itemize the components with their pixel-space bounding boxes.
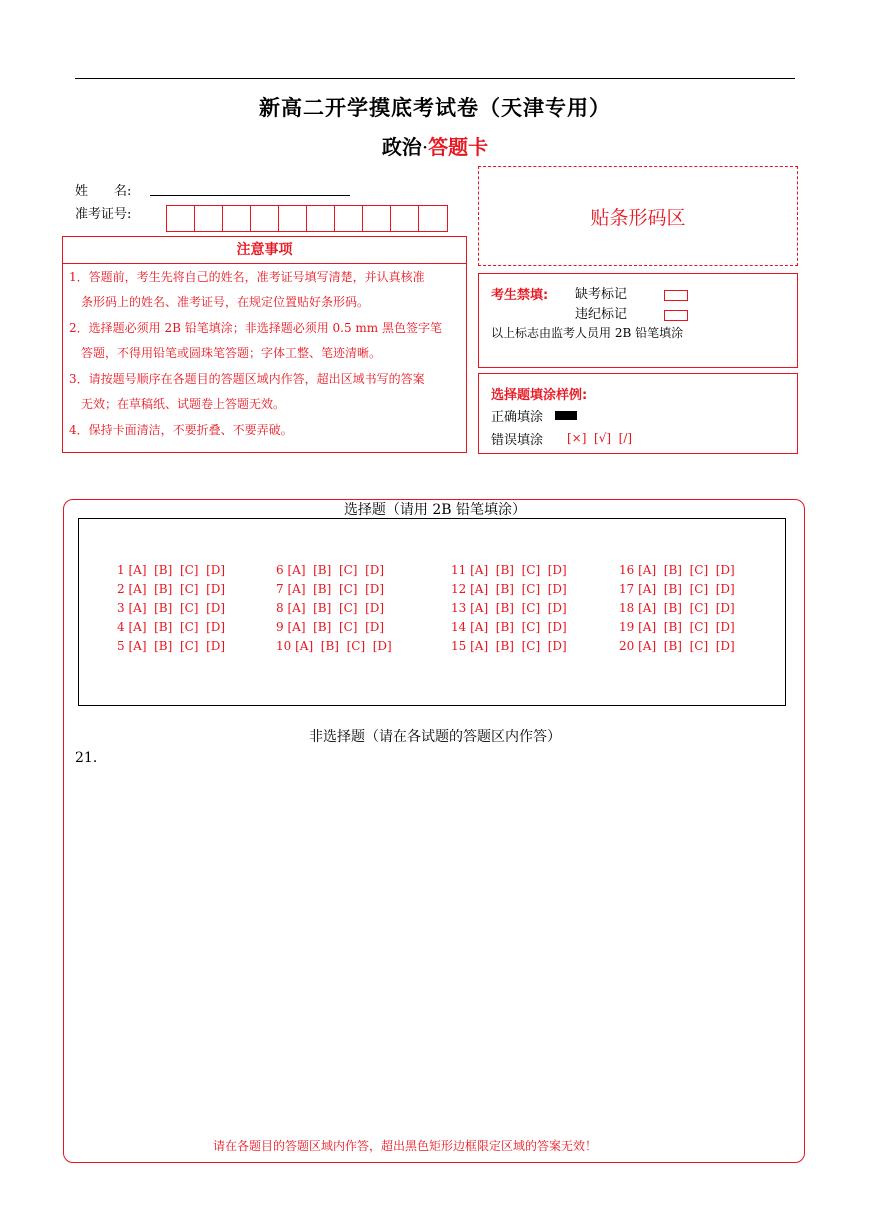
wrong-fill-marks: [×] [√] [/] [567,431,633,445]
barcode-area: 贴条形码区 [478,166,798,266]
subtitle-dot: · [421,135,429,159]
notice-item: 4．保持卡面清洁，不要折叠、不要弄破。 [69,423,293,437]
notice-item: 答题，不得用铅笔或圆珠笔答题；字体工整、笔迹清晰。 [69,346,382,360]
question-number: 20 [619,639,635,653]
examiner-only-panel [478,273,798,368]
footer-warning: 请在各题目的答题区域内作答，超出黑色矩形边框限定区域的答案无效！ [212,1139,597,1153]
answer-options[interactable]: [A] [B] [C] [D] [287,563,385,577]
wrong-fill-label: 错误填涂 [491,433,544,448]
id-box[interactable] [391,206,419,231]
violation-mark-box[interactable] [664,305,688,324]
question-number: 7 [276,582,284,596]
question-number: 4 [117,620,125,634]
card-label: 答题卡 [428,135,489,159]
notice-item: 1．答题前，考生先将自己的姓名，准考证号填写清楚，并认真核准 [69,270,425,284]
name-field[interactable] [150,195,350,196]
choice-question-2[interactable] [117,582,225,596]
question-number: 6 [276,563,284,577]
answer-options[interactable]: [A] [B] [C] [D] [470,601,567,615]
example-label: 选择题填涂样例: [491,388,588,403]
choice-question-8[interactable] [276,601,384,615]
id-box[interactable] [195,206,223,231]
answer-options[interactable]: [A] [B] [C] [D] [128,620,226,634]
nonchoice-section-title: 非选择题（请在各试题的答题区内作答） [309,729,561,745]
choice-question-17[interactable] [619,582,735,596]
question-number: 11 [451,563,467,577]
question-number: 18 [619,601,635,615]
answer-options[interactable]: [A] [B] [C] [D] [128,639,226,653]
answer-options[interactable]: [A] [B] [C] [D] [638,620,735,634]
question-number: 17 [619,582,635,596]
question-number: 12 [451,582,467,596]
top-rule [75,78,795,79]
notice-item: 条形码上的姓名、准考证号，在规定位置贴好条形码。 [69,295,370,309]
answer-options[interactable]: [A] [B] [C] [D] [470,639,567,653]
absent-mark-box[interactable] [664,285,688,304]
subject-label: 政治 [381,135,422,159]
choice-question-14[interactable] [451,620,567,634]
choice-question-5[interactable] [117,639,225,653]
question-number: 16 [619,563,635,577]
answer-options[interactable]: [A] [B] [C] [D] [128,563,226,577]
question-number: 10 [276,639,292,653]
id-number-boxes[interactable] [166,205,448,232]
violation-label: 违纪标记 [575,307,628,322]
choice-question-16[interactable] [619,563,735,577]
id-box[interactable] [251,206,279,231]
id-box[interactable] [335,206,363,231]
correct-fill-label: 正确填涂 [491,410,544,425]
answer-options[interactable]: [A] [B] [C] [D] [638,639,735,653]
choice-question-1[interactable] [117,563,225,577]
choice-question-3[interactable] [117,601,225,615]
choice-question-11[interactable] [451,563,567,577]
forbid-note: 以上标志由监考人员用 2B 铅笔填涂 [491,326,684,340]
question-number: 3 [117,601,125,615]
notice-item: 2．选择题必须用 2B 铅笔填涂；非选择题必须用 0.5 mm 黑色签字笔 [69,321,443,335]
question-number: 13 [451,601,467,615]
choice-section-title: 选择题（请用 2B 铅笔填涂） [343,502,527,518]
question-number: 5 [117,639,125,653]
name-label: 姓 名: [75,184,132,199]
question-number: 14 [451,620,467,634]
answer-options[interactable]: [A] [B] [C] [D] [638,582,735,596]
forbid-label: 考生禁填: [491,288,549,303]
choice-question-10[interactable] [276,639,392,653]
question-number: 9 [276,620,284,634]
id-box[interactable] [307,206,335,231]
question-number: 8 [276,601,284,615]
id-box[interactable] [223,206,251,231]
choice-question-13[interactable] [451,601,567,615]
answer-options[interactable]: [A] [B] [C] [D] [128,601,226,615]
choice-question-9[interactable] [276,620,384,634]
page-title: 新高二开学摸底考试卷（天津专用） [259,95,611,120]
absent-label: 缺考标记 [575,287,628,302]
question-21-answer-area[interactable] [80,772,780,1132]
answer-options[interactable]: [A] [B] [C] [D] [128,582,226,596]
choice-question-7[interactable] [276,582,384,596]
choice-question-15[interactable] [451,639,567,653]
choice-question-20[interactable] [619,639,735,653]
id-box[interactable] [279,206,307,231]
question-number: 1 [117,563,125,577]
choice-question-6[interactable] [276,563,384,577]
answer-options[interactable]: [A] [B] [C] [D] [470,620,567,634]
question-21-label: 21. [75,750,98,766]
choice-question-18[interactable] [619,601,735,615]
notice-item: 无效；在草稿纸、试题卷上答题无效。 [69,397,286,411]
card-subtitle [0,131,870,160]
id-label: 准考证号: [75,207,132,222]
id-box[interactable] [167,206,195,231]
notice-item: 3．请按题号顺序在各题目的答题区域内作答，超出区域书写的答案 [69,372,425,386]
answer-options[interactable]: [A] [B] [C] [D] [287,601,385,615]
answer-options[interactable]: [A] [B] [C] [D] [287,582,385,596]
answer-options[interactable]: [A] [B] [C] [D] [287,620,385,634]
fill-example-panel [478,373,798,454]
correct-fill-swatch [555,411,577,420]
id-box[interactable] [419,206,447,231]
answer-options[interactable]: [A] [B] [C] [D] [295,639,392,653]
choice-question-19[interactable] [619,620,735,634]
answer-options[interactable]: [A] [B] [C] [D] [470,563,567,577]
notice-heading: 注意事项 [63,237,466,264]
id-box[interactable] [363,206,391,231]
answer-options[interactable]: [A] [B] [C] [D] [638,601,735,615]
question-number: 19 [619,620,635,634]
question-number: 15 [451,639,467,653]
choice-question-4[interactable] [117,620,225,634]
answer-options[interactable]: [A] [B] [C] [D] [470,582,567,596]
choice-question-12[interactable] [451,582,567,596]
notice-panel [62,236,467,453]
answer-options[interactable]: [A] [B] [C] [D] [638,563,735,577]
question-number: 2 [117,582,125,596]
